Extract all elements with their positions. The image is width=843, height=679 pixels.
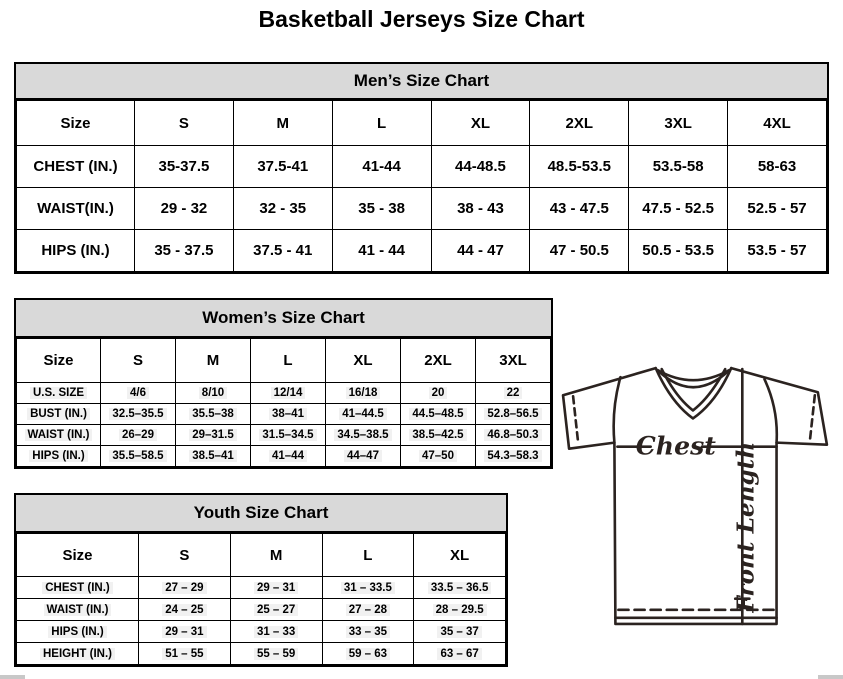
value-cell: 28 – 29.5 <box>414 599 506 621</box>
column-header: 3XL <box>629 101 728 146</box>
row-label: HIPS (IN.) <box>17 621 139 643</box>
value-cell: 38–41 <box>251 404 326 425</box>
table-row <box>17 599 506 621</box>
value-cell: 58-63 <box>728 146 827 188</box>
column-header: Size <box>17 101 135 146</box>
value-cell: 52.8–56.5 <box>476 404 551 425</box>
value-cell: 29 – 31 <box>139 621 231 643</box>
table-row <box>17 425 551 446</box>
column-header: L <box>332 101 431 146</box>
column-header-row <box>17 339 551 383</box>
value-cell: 52.5 - 57 <box>728 188 827 230</box>
value-cell: 55 – 59 <box>230 643 322 665</box>
row-label: CHEST (IN.) <box>17 577 139 599</box>
column-header: XL <box>326 339 401 383</box>
value-cell: 27 – 29 <box>139 577 231 599</box>
value-cell: 44–47 <box>326 446 401 467</box>
value-cell: 44 - 47 <box>431 230 530 272</box>
row-label: WAIST (IN.) <box>17 599 139 621</box>
column-header-row <box>17 534 506 577</box>
youth-size-table <box>16 533 506 665</box>
column-header-row <box>17 101 827 146</box>
value-cell: 35.5–38 <box>176 404 251 425</box>
value-cell: 41–44 <box>251 446 326 467</box>
value-cell: 32.5–35.5 <box>101 404 176 425</box>
value-cell: 8/10 <box>176 383 251 404</box>
right-armhole-seam <box>764 379 776 442</box>
value-cell: 25 – 27 <box>230 599 322 621</box>
page-title: Basketball Jerseys Size Chart <box>258 6 585 32</box>
mens-size-chart <box>14 62 829 274</box>
value-cell: 35-37.5 <box>135 146 234 188</box>
value-cell: 41 - 44 <box>332 230 431 272</box>
value-cell: 35 - 37.5 <box>135 230 234 272</box>
value-cell: 44-48.5 <box>431 146 530 188</box>
value-cell: 41–44.5 <box>326 404 401 425</box>
jersey-measurement-diagram <box>558 354 840 636</box>
column-header: S <box>135 101 234 146</box>
row-label: WAIST(IN.) <box>17 188 135 230</box>
mens-size-chart-title: Men’s Size Chart <box>16 64 827 100</box>
value-cell: 48.5-53.5 <box>530 146 629 188</box>
right-cuff-dashed-line <box>810 395 815 441</box>
value-cell: 34.5–38.5 <box>326 425 401 446</box>
mens-size-table <box>16 100 827 272</box>
value-cell: 33.5 – 36.5 <box>414 577 506 599</box>
value-cell: 50.5 - 53.5 <box>629 230 728 272</box>
row-label: WAIST (IN.) <box>17 425 101 446</box>
value-cell: 31.5–34.5 <box>251 425 326 446</box>
row-label: HEIGHT (IN.) <box>17 643 139 665</box>
value-cell: 53.5 - 57 <box>728 230 827 272</box>
column-header: 3XL <box>476 339 551 383</box>
row-label: HIPS (IN.) <box>17 230 135 272</box>
row-label: HIPS (IN.) <box>17 446 101 467</box>
value-cell: 22 <box>476 383 551 404</box>
value-cell: 38.5–41 <box>176 446 251 467</box>
front-length-label: Front Length <box>732 441 760 613</box>
value-cell: 47–50 <box>401 446 476 467</box>
table-row <box>17 188 827 230</box>
womens-size-table <box>16 338 551 467</box>
value-cell: 12/14 <box>251 383 326 404</box>
womens-size-chart-title: Women’s Size Chart <box>16 300 551 338</box>
column-header: 4XL <box>728 101 827 146</box>
table-row <box>17 621 506 643</box>
column-header: L <box>322 534 414 577</box>
value-cell: 26–29 <box>101 425 176 446</box>
value-cell: 29 - 32 <box>135 188 234 230</box>
value-cell: 29 – 31 <box>230 577 322 599</box>
table-row <box>17 404 551 425</box>
youth-size-chart-title: Youth Size Chart <box>16 495 506 533</box>
column-header: M <box>233 101 332 146</box>
value-cell: 38.5–42.5 <box>401 425 476 446</box>
table-row <box>17 446 551 467</box>
value-cell: 20 <box>401 383 476 404</box>
column-header: S <box>139 534 231 577</box>
value-cell: 47 - 50.5 <box>530 230 629 272</box>
value-cell: 24 – 25 <box>139 599 231 621</box>
value-cell: 43 - 47.5 <box>530 188 629 230</box>
column-header: XL <box>414 534 506 577</box>
value-cell: 33 – 35 <box>322 621 414 643</box>
column-header: 2XL <box>530 101 629 146</box>
column-header: L <box>251 339 326 383</box>
value-cell: 31 – 33.5 <box>322 577 414 599</box>
table-row <box>17 230 827 272</box>
womens-size-chart <box>14 298 553 469</box>
value-cell: 54.3–58.3 <box>476 446 551 467</box>
value-cell: 38 - 43 <box>431 188 530 230</box>
value-cell: 35.5–58.5 <box>101 446 176 467</box>
value-cell: 4/6 <box>101 383 176 404</box>
value-cell: 31 – 33 <box>230 621 322 643</box>
row-label: CHEST (IN.) <box>17 146 135 188</box>
value-cell: 35 - 38 <box>332 188 431 230</box>
table-row <box>17 146 827 188</box>
value-cell: 63 – 67 <box>414 643 506 665</box>
column-header: Size <box>17 534 139 577</box>
value-cell: 53.5-58 <box>629 146 728 188</box>
table-row <box>17 383 551 404</box>
column-header: S <box>101 339 176 383</box>
value-cell: 47.5 - 52.5 <box>629 188 728 230</box>
column-header: M <box>176 339 251 383</box>
table-row <box>17 577 506 599</box>
row-label: U.S. SIZE <box>17 383 101 404</box>
column-header: 2XL <box>401 339 476 383</box>
table-row <box>17 643 506 665</box>
value-cell: 59 – 63 <box>322 643 414 665</box>
value-cell: 32 - 35 <box>233 188 332 230</box>
value-cell: 51 – 55 <box>139 643 231 665</box>
value-cell: 35 – 37 <box>414 621 506 643</box>
value-cell: 16/18 <box>326 383 401 404</box>
jersey-outline <box>563 368 827 624</box>
value-cell: 27 – 28 <box>322 599 414 621</box>
value-cell: 46.8–50.3 <box>476 425 551 446</box>
column-header: M <box>230 534 322 577</box>
column-header: Size <box>17 339 101 383</box>
left-armhole-seam <box>614 377 621 442</box>
value-cell: 29–31.5 <box>176 425 251 446</box>
value-cell: 37.5 - 41 <box>233 230 332 272</box>
horizontal-scrollbar-fragment-left[interactable] <box>0 675 25 679</box>
row-label: BUST (IN.) <box>17 404 101 425</box>
value-cell: 44.5–48.5 <box>401 404 476 425</box>
chest-label: Chest <box>635 430 716 461</box>
horizontal-scrollbar-fragment-right[interactable] <box>818 675 843 679</box>
column-header: XL <box>431 101 530 146</box>
value-cell: 41-44 <box>332 146 431 188</box>
value-cell: 37.5-41 <box>233 146 332 188</box>
left-cuff-dashed-line <box>573 396 578 442</box>
youth-size-chart <box>14 493 508 667</box>
